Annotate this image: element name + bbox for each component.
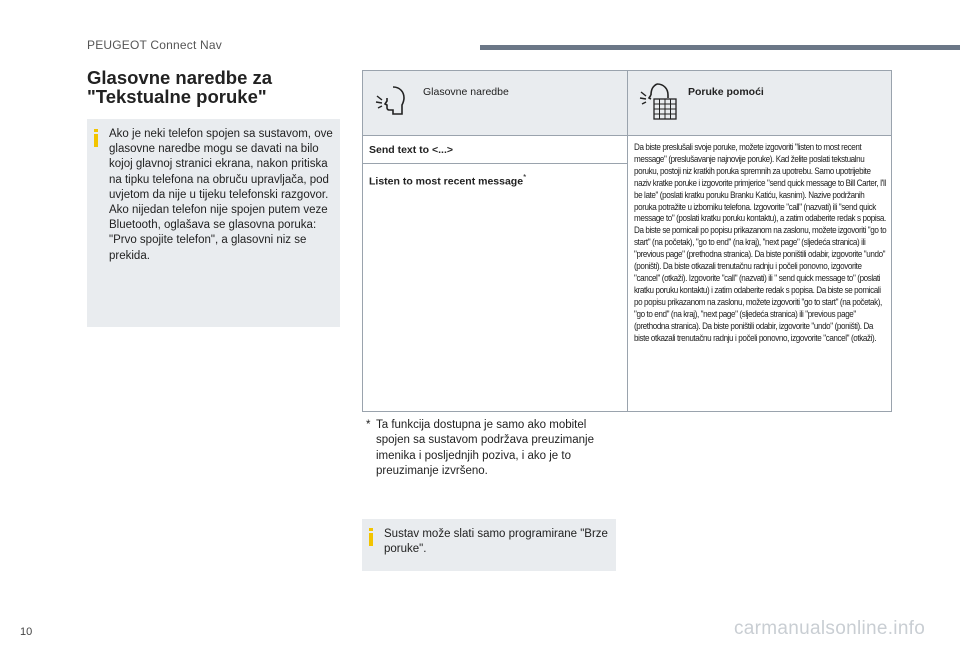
row-divider xyxy=(363,163,627,164)
help-message-text: Da biste preslušali svoje poruke, možete izgovoriti "listen to most recent message" (preslušavanje najnovije poruke). Kad želite poslati tekstualnu poruku, postoji niz kratkih poruka spremnih za upotrebu. Samo upotrijebite naziv kratke poruke i izgovorite primjerice "send quick message to Bill Carter, I'll be late" (poslati kratku poruku Branku Katiću, kasnim). Nazive podržanih poruka potražite u izborniku telefona. Izgovorite "call" (nazvati) ili "send quick message to" (poslati kratku poruku kontaktu), a zatim odaberite redak s popisa. Da biste se pomicali po popisu prikazanom na zaslonu, možete izgovoriti "go to start" (na početak), "go to end" (na kraj), "next page" (sljedeća stranica) ili "previous page" (prethodna stranica). Da biste poništili odabir, izgovorite "undo" (poništi). Da biste otkazali trenutačnu radnju i počeli ponovno, izgovorite "cancel" (otkaži). Izgovorite "call" (nazvati) ili " send quick message to" (poslati kratku poruku kontaktu) i zatim odaberite redak s popisa. Da biste se pomicali po popisu prikazanom na zaslonu, možete izgovoriti "go to start" (na početak), "go to end" (na kraj), "next page" (sljedeća stranica) ili "previous page" (prethodna stranica). Da biste poništili odabir, izgovorite "undo" (poništi). Da biste otkazali trenutačnu radnju i počeli ponovno, izgovorite "cancel" (otkaži). xyxy=(634,142,887,343)
page-number: 10 xyxy=(20,626,33,638)
footnote-text: Ta funkcija dostupna je samo ako mobitel spojen sa sustavom podržava preuzimanje imenika i posljednjih poziva, i ako je to preuzimanje izvršeno. xyxy=(376,419,594,477)
column-header-commands: Glasovne naredbe xyxy=(423,86,509,98)
info-box-left xyxy=(87,119,340,327)
speaking-head-icon xyxy=(373,81,411,119)
command-asterisk: * xyxy=(523,173,527,182)
voice-commands-table xyxy=(362,70,892,412)
watermark: carmanualsonline.info xyxy=(734,618,926,639)
header-title: PEUGEOT Connect Nav xyxy=(87,38,222,52)
column-divider xyxy=(627,71,628,411)
page-title: Glasovne naredbe za "Tekstualne poruke" xyxy=(87,67,273,107)
info-box-bottom xyxy=(362,519,616,571)
column-header-help: Poruke pomoći xyxy=(688,86,764,98)
speaking-head-grid-icon xyxy=(637,79,681,123)
footnote-marker: * xyxy=(366,419,371,431)
command-listen-recent: Listen to most recent message* xyxy=(369,173,527,188)
header-bar xyxy=(480,45,960,50)
command-send-text: Send text to <...> xyxy=(369,144,454,156)
info-left-text: Ako je neki telefon spojen sa sustavom, ove glasovne naredbe mogu se davati na bilo kojoj glavnoj stranici ekrana, nakon pritiska na tipku telefona na obruču upravljača, pod uvjetom da nije u tijeku telefonski razgovor. Ako nijedan telefon nije spojen putem veze Bluetooth, oglašava se glasovna poruka: "Prvo spojite telefon", a glasovni niz se prekida. xyxy=(109,128,333,262)
footnote xyxy=(366,418,616,479)
info-bottom-text: Sustav može slati samo programirane "Brze poruke". xyxy=(384,528,608,556)
